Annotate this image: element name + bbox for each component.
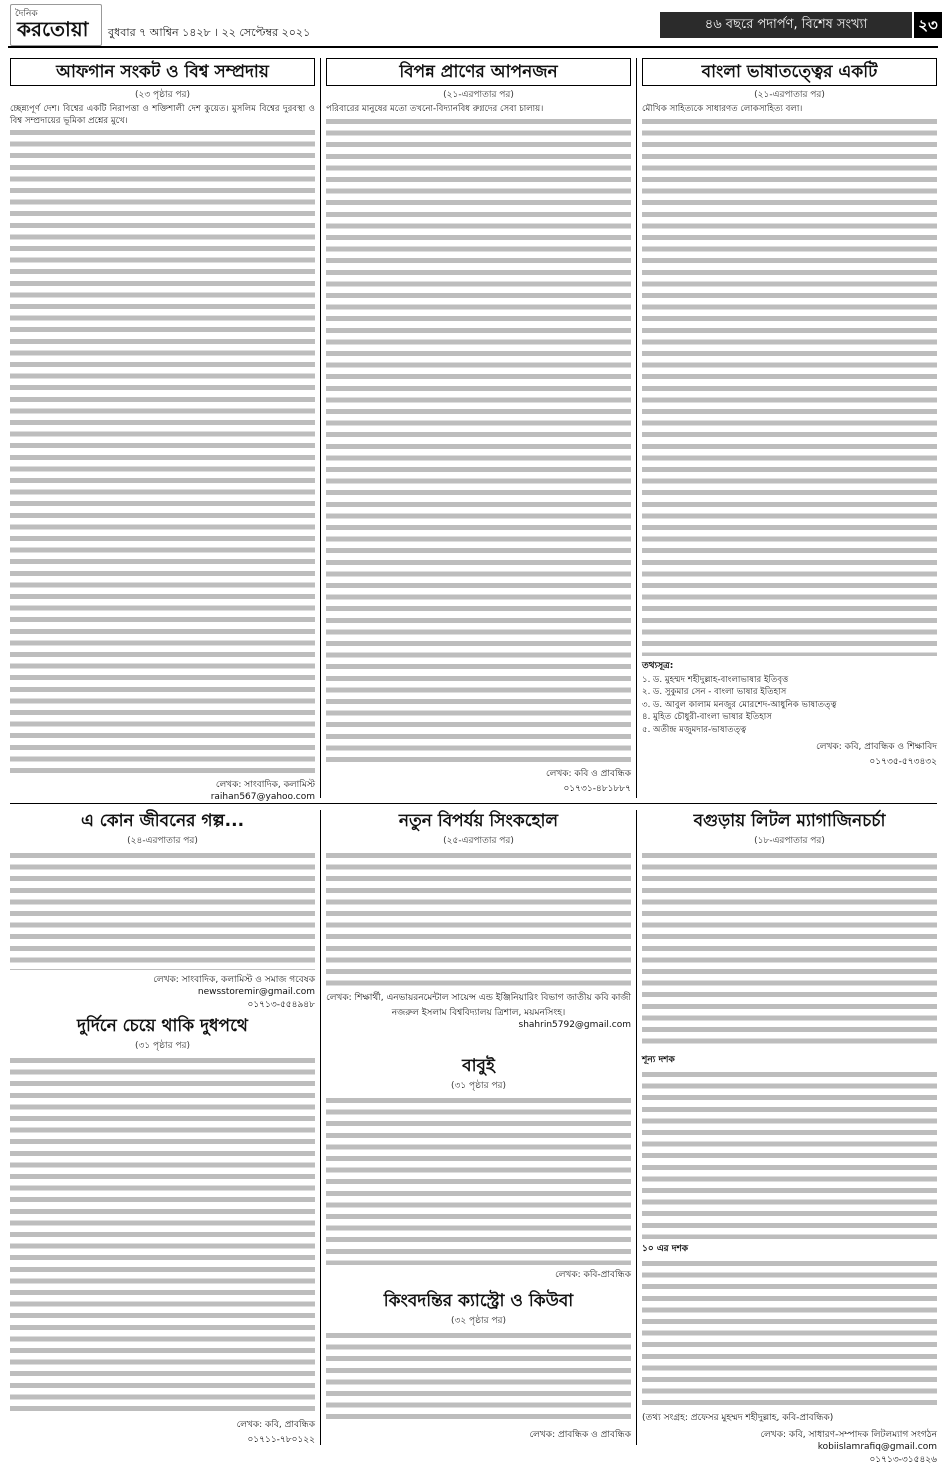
article-body-text <box>642 850 937 1050</box>
article-jibon <box>10 810 315 1010</box>
continued-from: (১৮-এরপাতার পর) <box>754 836 825 846</box>
article-byline: লেখক: কবি-প্রাবন্ধিক <box>555 1270 631 1280</box>
article-body-text <box>642 1069 937 1239</box>
article-durdin <box>10 1015 315 1445</box>
article-afghan <box>10 58 315 803</box>
article-phone: ০১৭৩৫-৫৭৩৪৩২ <box>869 756 937 767</box>
article-email: newsstoremir@gmail.com <box>197 987 315 997</box>
article-phone: ০১৭১৩-৩১৫৪২৬ <box>869 1455 937 1465</box>
dateline: বুধবার ৭ আশ্বিন ১৪২৮ । ২২ সেপ্টেম্বর ২০২১ <box>108 26 311 39</box>
reference-item: ৪. মুহিত চৌধুরী-বাংলা ভাষার ইতিহাস <box>642 712 772 723</box>
article-bangla <box>642 58 937 798</box>
article-byline: লেখক: কবি, প্রাবন্ধিক <box>236 1420 315 1430</box>
article-body-text <box>326 850 631 988</box>
article-title: বাংলা ভাষাতত্ত্বের একটি <box>642 58 937 86</box>
article-title: কিংবদন্তির ক্যাস্ট্রো ও কিউবা <box>383 1291 574 1311</box>
article-natun <box>326 810 631 1050</box>
continued-from: (২৩ পৃষ্ঠার পর) <box>134 90 191 100</box>
article-byline: লেখক: কবি, সাধারণ-সম্পাদক লিটলম্যাগ সংগঠন <box>760 1430 937 1440</box>
article-byline: লেখক: সাংবাদিক, কলামিস্ট ও সমাজ গবেষক <box>153 975 315 985</box>
article-body-text <box>10 850 315 970</box>
page-number: ২৩ <box>914 12 942 38</box>
masthead-small: দৈনিক <box>15 9 38 19</box>
continued-from: (২১-এরপাতার পর) <box>754 90 825 100</box>
article-title: বিপন্ন প্রাণের আপনজন <box>326 58 631 86</box>
article-phone: ০১৭১১-৭৮০১২২ <box>247 1435 315 1445</box>
article-byline: লেখক: কবি, প্রাবন্ধিক ও শিক্ষাবিদ <box>816 741 937 752</box>
edition-banner: ৪৬ বছরে পদার্পণ, বিশেষ সংখ্যা <box>660 12 912 38</box>
continued-from: (৩১ পৃষ্ঠার পর) <box>450 1081 507 1091</box>
article-byline: লেখক: কবি ও প্রাবন্ধিক <box>545 768 631 779</box>
reference-item: ১. ড. মুহম্মদ শহীদুল্লাহ-বাংলাভাষার ইতিবৃত্ত <box>642 674 789 685</box>
article-phone: ০১৭১৩-৫৫৪৯৪৮ <box>247 1000 315 1010</box>
article-lead: পরিবারের মানুষের মতো তখনো-বিদ্যানবিধ রুগ্নদের সেবা চালায়। <box>326 104 544 114</box>
section-heading: ১০ এর দশক <box>642 1244 689 1254</box>
reference-item: ৫. অতীন্দ্র মজুমদার-ভাষাতত্ত্ব <box>642 724 747 735</box>
article-email: kobiislamrafiq@gmail.com <box>817 1442 937 1452</box>
article-body-text <box>326 1095 631 1265</box>
article-body-text <box>642 1258 937 1408</box>
article-title: আফগান সংকট ও বিশ্ব সম্প্রদায় <box>10 58 315 86</box>
continued-from: (২১-এরপাতার পর) <box>443 90 514 100</box>
section-heading: শূন্য দশক <box>642 1055 675 1065</box>
column-divider <box>636 58 637 798</box>
continued-from: (৩১ পৃষ্ঠার পর) <box>134 1041 191 1051</box>
article-byline: লেখক: সাংবাদিক, কলামিস্ট <box>215 780 315 791</box>
article-email: raihan567@yahoo.com <box>210 792 315 803</box>
article-title: বগুড়ায় লিটল ম্যাগাজিনচর্চা <box>693 811 886 831</box>
reference-item: ২. ড. সুকুমার সেন - বাংলা ভাষার ইতিহাস <box>642 687 787 698</box>
article-body-text <box>10 1055 315 1415</box>
page-header <box>0 0 945 48</box>
article-kingbodonti <box>326 1290 631 1445</box>
continued-from: (২৪-এরপাতার পর) <box>127 836 198 846</box>
article-email: shahrin5792@gmail.com <box>518 1020 631 1030</box>
continued-from: (৩২ পৃষ্ঠার পর) <box>450 1316 507 1326</box>
article-babui <box>326 1055 631 1285</box>
article-phone: ০১৭৩১-৪৮১৮৮৭ <box>563 783 631 794</box>
references-title: তথ্যসূত্র: <box>642 660 674 671</box>
article-byline: লেখক: প্রাবন্ধিক ও প্রাবন্ধিক <box>529 1430 631 1440</box>
row-divider <box>10 803 937 804</box>
article-bipanna <box>326 58 631 798</box>
article-byline: লেখক: শিক্ষার্থী, এনভায়রনমেন্টাল সায়েন্স এন্ড ইঞ্জিনিয়ারিং বিভাগ জাতীয় কবি কাজী নজরুল ইসলাম বিশ্ববিদ্যালয় ত্রিশাল, ময়মনসিংহ। <box>326 993 631 1018</box>
article-note: (তথ্য সংগ্রহ: প্রফেসর মুহম্মদ শহীদুল্লাহ, কবি-প্রাবন্ধিক) <box>642 1413 834 1423</box>
column-divider <box>320 810 321 1445</box>
article-body-text <box>326 116 631 764</box>
article-title: দুর্দিনে চেয়ে থাকি দুধপথে <box>77 1016 248 1036</box>
reference-item: ৩. ড. আবুল কালাম মনজুর মোরশেদ-আধুনিক ভাষাতত্ত্ব <box>642 699 837 710</box>
article-title: এ কোন জীবনের গল্প... <box>80 811 245 831</box>
article-title: নতুন বিপর্যয় সিংকহোল <box>398 811 559 831</box>
column-divider <box>636 810 637 1445</box>
article-body-text <box>642 116 937 656</box>
article-title: বাবুই <box>462 1056 495 1076</box>
article-body-text <box>326 1330 631 1425</box>
masthead-name: করতোয়া <box>17 17 89 41</box>
article-body-text <box>10 127 315 775</box>
masthead-logo <box>10 4 102 46</box>
article-lead: মৌখিক সাহিত্যকে সাধারণত লোকসাহিত্য বলা। <box>642 104 803 114</box>
continued-from: (২৫-এরপাতার পর) <box>443 836 514 846</box>
column-divider <box>320 58 321 798</box>
article-little-mag <box>642 810 937 1465</box>
article-lead: চ্ছেন্ন্যপূর্ণ দেশ। বিশ্বের একটি নিরাপত্তা ও শক্তিশালী দেশ কুয়েত। মুসলিম বিশ্বের দুরবস্থা ও বিশ্ব সম্প্রদায়ের ভূমিকা প্রশ্নের মুখে। <box>10 104 315 126</box>
header-rule <box>8 46 938 48</box>
